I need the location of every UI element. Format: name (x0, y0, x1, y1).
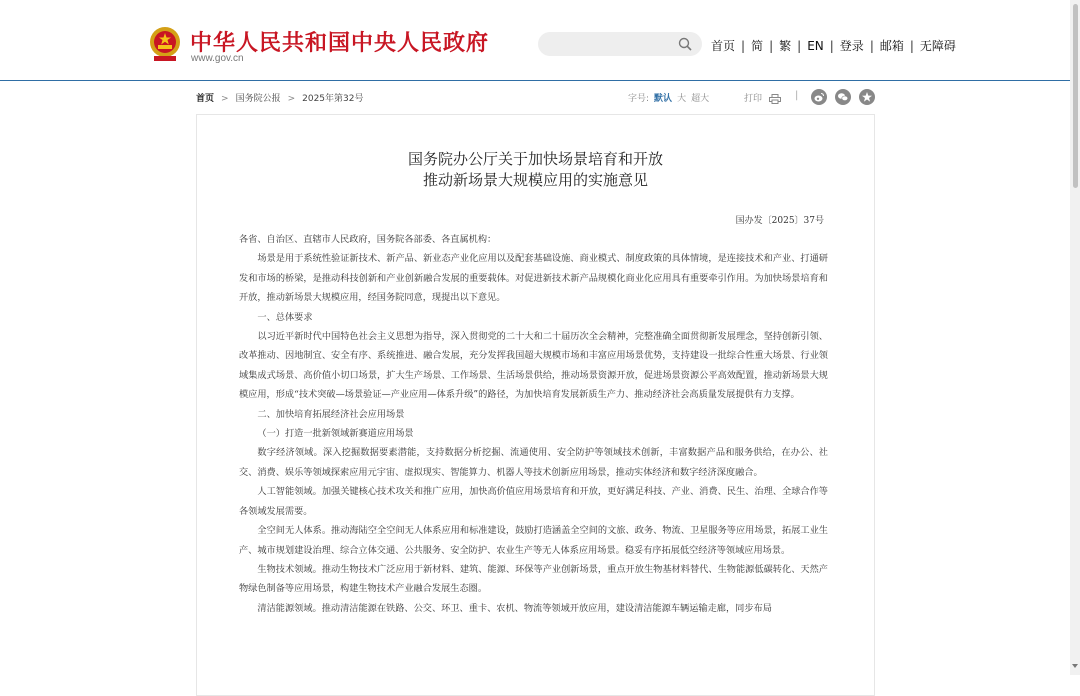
favorite-star-icon[interactable] (859, 89, 875, 105)
article-title-line1: 国务院办公厅关于加快场景培育和开放 (407, 150, 663, 168)
article-paragraph: 场景是用于系统性验证新技术、新产品、新业态产业化应用以及配套基础设施、商业模式、制度政策的具体情境，是连接技术和产业、打通研发和市场的桥梁，是推动科技创新和产业创新融合发展的重要载体。对促进新技术新产品规模化商业化应用具有重要牵引作用。为加快场景培育和开放，推动新场景大规模应用，经国务院同意，现提出以下意见。 (239, 253, 828, 304)
font-size-label: 字号: (628, 94, 650, 104)
subsection-heading: （一）打造一批新领域新赛道应用场景 (257, 428, 414, 440)
article-container (196, 114, 875, 696)
article-paragraph: 生物技术领域。推动生物技术广泛应用于新材料、建筑、能源、环保等产业创新场景，重点开放生物基材料替代、生物能源低碳转化、天然产物绿色制备等应用场景，构建生物技术产业融合发展生态圈。 (239, 563, 828, 595)
top-nav (711, 37, 956, 54)
article-paragraph: 全空间无人体系。推动海陆空全空间无人体系应用和标准建设，鼓励打造涵盖全空间的文旅、政务、物流、卫星服务等应用场景，拓展工业生产、城市规划建设治理、综合立体交通、公共服务、安全防护、农业生产等无人体系应用场景。稳妥有序拓展低空经济等领域应用场景。 (239, 525, 828, 556)
nav-traditional[interactable]: 繁 (779, 39, 792, 53)
nav-separator: | (797, 39, 802, 53)
article-paragraph: 人工智能领域。加强关键核心技术攻关和推广应用，加快高价值应用场景培育和开放，更好满足科技、产业、消费、民生、治理、全球合作等各领域发展需要。 (239, 486, 828, 517)
nav-login[interactable]: 登录 (839, 39, 864, 53)
national-emblem-icon[interactable] (148, 26, 182, 62)
section-heading: 一、总体要求 (257, 311, 313, 323)
chevron-right-icon: > (221, 94, 229, 104)
nav-simplified[interactable]: 简 (751, 39, 764, 53)
print-label: 打印 (744, 94, 763, 104)
article-title-line2: 推动新场景大规模应用的实施意见 (422, 171, 648, 189)
article-paragraph: 以习近平新时代中国特色社会主义思想为指导，深入贯彻党的二十大和二十届历次全会精神，完整准确全面贯彻新发展理念，坚持创新引领、改革推动、因地制宜、安全有序、系统推进、融合发展，充分发挥我国超大规模市场和丰富应用场景优势，支持建设一批综合性重大场景、行业领域集成式场景、高价值小切口场景，扩大生产场景、工作场景、生活场景供给，推动场景资源开放，促进场景资源公平高效配置，推动新场景大规模应用，形成“技术突破—场景验证—产业应用—体系升级”的路径，为加快培育发展新质生产力、推动经济社会高质量发展提供有力支撑。 (239, 331, 828, 401)
nav-separator: | (741, 39, 746, 53)
font-xlarge-button[interactable]: 超大 (691, 94, 710, 104)
nav-separator: | (829, 39, 834, 53)
nav-separator: | (869, 39, 874, 53)
nav-accessibility[interactable]: 无障碍 (919, 39, 956, 53)
toolbar-separator: | (795, 90, 799, 101)
article-title (197, 149, 874, 191)
breadcrumb (196, 91, 363, 104)
nav-separator: | (909, 39, 914, 53)
article-paragraph: 数字经济领域。深入挖掘数据要素潜能，支持数据分析挖掘、流通使用、安全防护等领域技术创新，丰富数据产品和服务供给，在办公、社交、消费、娱乐等领域探索应用元宇宙、虚拟现实、智能算力、机器人等技术创新应用场景，推动实体经济和数字经济深度融合。 (239, 447, 828, 478)
nav-separator: | (769, 39, 774, 53)
search-input[interactable] (538, 32, 702, 56)
article-salutation: 各省、自治区、直辖市人民政府，国务院各部委、各直属机构： (239, 234, 497, 245)
site-url: www.gov.cn (191, 53, 244, 64)
chevron-right-icon: > (287, 94, 296, 104)
section-heading: 二、加快培育拓展经济社会应用场景 (257, 408, 405, 420)
printer-icon (769, 94, 781, 104)
font-size-tools (628, 91, 714, 104)
document-number: 国办发〔2025〕37号 (735, 216, 824, 226)
search-icon[interactable] (678, 37, 692, 51)
site-header (0, 0, 1070, 81)
scrollbar-thumb[interactable] (1073, 4, 1078, 188)
breadcrumb-home[interactable]: 首页 (196, 94, 215, 104)
font-default-button[interactable]: 默认 (654, 94, 673, 104)
weibo-icon[interactable] (811, 89, 827, 105)
print-button[interactable] (744, 91, 781, 104)
site-title[interactable]: 中华人民共和国中央人民政府 (190, 30, 490, 56)
font-large-button[interactable]: 大 (677, 94, 687, 104)
breadcrumb-issue[interactable]: 2025年第32号 (302, 94, 364, 104)
article-paragraph: 清洁能源领域。推动清洁能源在铁路、公交、环卫、重卡、农机、物流等领域开放应用，建设清洁能源车辆运输走廊，同步布局 (257, 602, 772, 614)
article-body (239, 230, 828, 618)
scroll-down-arrow-icon[interactable] (1072, 664, 1078, 668)
breadcrumb-bulletin[interactable]: 国务院公报 (235, 94, 281, 104)
nav-mail[interactable]: 邮箱 (879, 39, 904, 53)
wechat-icon[interactable] (835, 89, 851, 105)
nav-home[interactable]: 首页 (711, 39, 736, 53)
nav-english[interactable]: EN (807, 39, 824, 53)
